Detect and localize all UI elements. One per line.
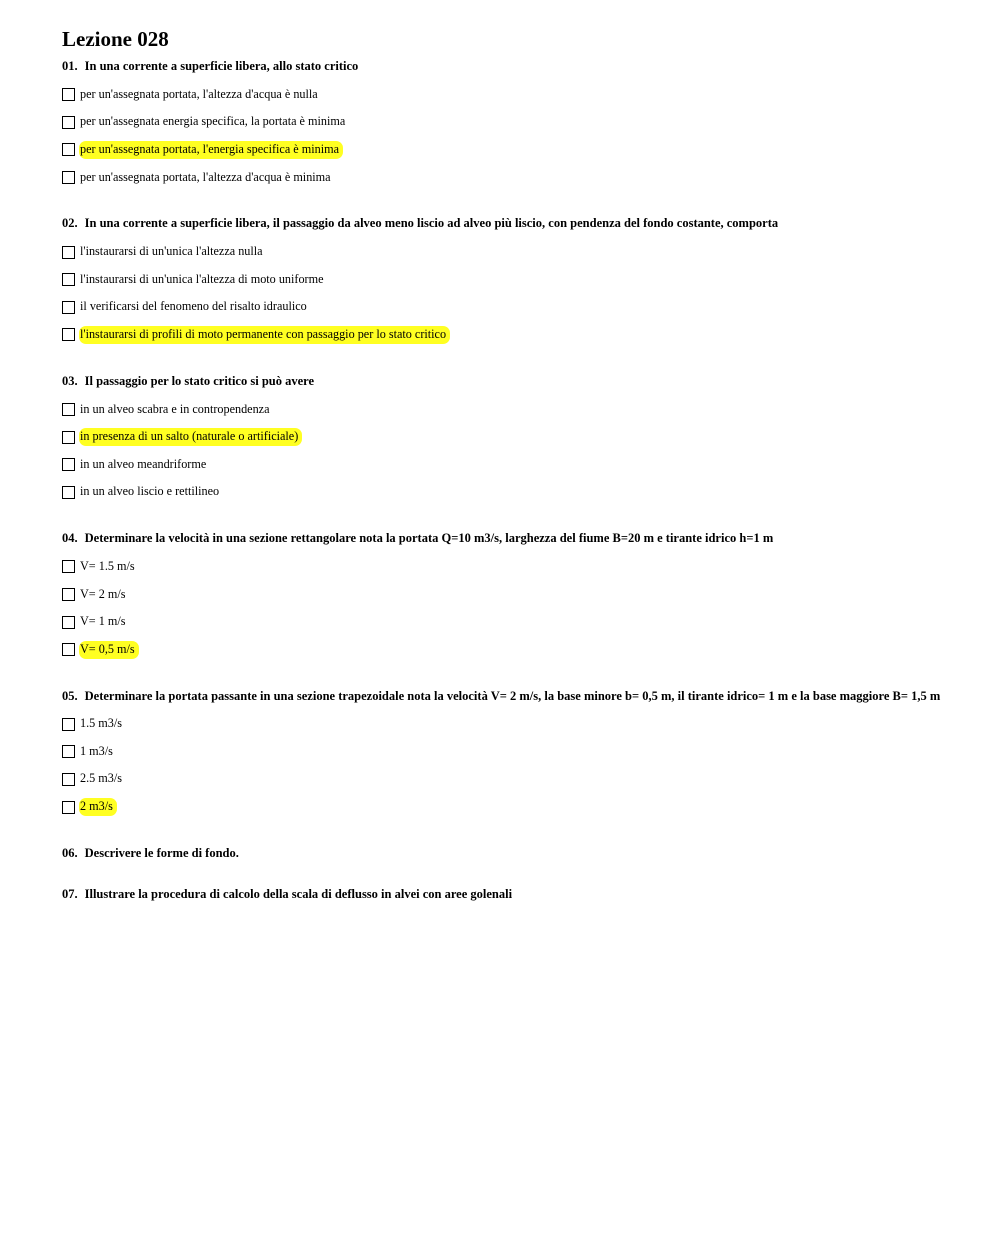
answer-text-highlighted: V= 0,5 m/s (79, 641, 139, 659)
answer-options (62, 81, 942, 191)
question-number: 04. (62, 531, 78, 546)
question-text (62, 375, 942, 388)
question-list (62, 60, 942, 901)
question-number: 05. (62, 688, 78, 703)
answer-text-highlighted: per un'assegnata portata, l'energia specifica è minima (79, 141, 343, 159)
answer-text: l'instaurarsi di un'unica l'altezza nulla (80, 244, 263, 259)
answer-option[interactable] (62, 451, 942, 479)
checkbox-icon[interactable] (62, 328, 75, 341)
question-text (62, 690, 942, 703)
question-5 (62, 690, 942, 821)
answer-text-highlighted: 2 m3/s (79, 798, 117, 816)
answer-text: V= 1.5 m/s (80, 558, 135, 573)
answer-option[interactable] (62, 479, 942, 507)
answer-option[interactable] (62, 81, 942, 109)
question-4 (62, 532, 942, 663)
question-label: Illustrare la procedura di calcolo della scala di deflusso in alvei con aree golenali (84, 886, 513, 901)
question-label: Determinare la velocità in una sezione rettangolare nota la portata Q=10 m3/s, larghezza del fiume B=20 m e tirante idrico h=1 m (84, 531, 774, 546)
answer-text: 2.5 m3/s (80, 771, 122, 786)
question-number: 07. (62, 886, 78, 901)
answer-option[interactable] (62, 396, 942, 424)
question-3 (62, 375, 942, 506)
checkbox-icon[interactable] (62, 801, 75, 814)
question-2 (62, 217, 942, 348)
document-page (62, 26, 942, 929)
checkbox-icon[interactable] (62, 246, 75, 259)
answer-options (62, 553, 942, 663)
answer-text-highlighted: in presenza di un salto (naturale o artificiale) (79, 428, 302, 446)
checkbox-icon[interactable] (62, 143, 75, 156)
answer-text: per un'assegnata energia specifica, la portata è minima (80, 114, 346, 129)
question-number: 06. (62, 845, 78, 860)
checkbox-icon[interactable] (62, 171, 75, 184)
question-6 (62, 847, 942, 860)
answer-text: 1.5 m3/s (80, 716, 122, 731)
question-number: 02. (62, 216, 78, 231)
question-7 (62, 888, 942, 901)
question-label: Descrivere le forme di fondo. (84, 845, 239, 860)
question-text (62, 888, 942, 901)
answer-option[interactable] (62, 766, 942, 794)
answer-option[interactable] (62, 136, 942, 164)
answer-option[interactable] (62, 294, 942, 322)
answer-text: il verificarsi del fenomeno del risalto idraulico (80, 299, 307, 314)
answer-text: per un'assegnata portata, l'altezza d'acqua è minima (80, 169, 331, 184)
answer-options (62, 238, 942, 348)
answer-text: l'instaurarsi di un'unica l'altezza di moto uniforme (80, 271, 324, 286)
question-1 (62, 60, 942, 191)
question-text (62, 532, 942, 545)
answer-option[interactable] (62, 608, 942, 636)
question-text (62, 847, 942, 860)
answer-option[interactable] (62, 238, 942, 266)
answer-text: in un alveo meandriforme (80, 456, 207, 471)
answer-text: in un alveo liscio e rettilineo (80, 484, 220, 499)
answer-option[interactable] (62, 423, 942, 451)
question-label: Il passaggio per lo stato critico si può avere (84, 373, 315, 388)
answer-option[interactable] (62, 321, 942, 349)
checkbox-icon[interactable] (62, 773, 75, 786)
checkbox-icon[interactable] (62, 745, 75, 758)
question-number: 01. (62, 59, 78, 73)
answer-text: in un alveo scabra e in contropendenza (80, 401, 270, 416)
answer-text: V= 1 m/s (80, 614, 126, 629)
checkbox-icon[interactable] (62, 588, 75, 601)
checkbox-icon[interactable] (62, 616, 75, 629)
checkbox-icon[interactable] (62, 458, 75, 471)
answer-options (62, 711, 942, 821)
checkbox-icon[interactable] (62, 403, 75, 416)
answer-text: per un'assegnata portata, l'altezza d'acqua è nulla (80, 86, 318, 101)
answer-option[interactable] (62, 164, 942, 192)
answer-option[interactable] (62, 109, 942, 137)
checkbox-icon[interactable] (62, 718, 75, 731)
checkbox-icon[interactable] (62, 301, 75, 314)
question-text (62, 217, 942, 230)
checkbox-icon[interactable] (62, 431, 75, 444)
question-number: 03. (62, 373, 78, 388)
checkbox-icon[interactable] (62, 116, 75, 129)
answer-text: V= 2 m/s (80, 586, 126, 601)
answer-option[interactable] (62, 793, 942, 821)
answer-option[interactable] (62, 636, 942, 664)
question-label: Determinare la portata passante in una sezione trapezoidale nota la velocità V= 2 m/s, la base minore b= 0,5 m, il tirante idrico= 1 m e la base maggiore B= 1,5 m (84, 688, 941, 703)
checkbox-icon[interactable] (62, 88, 75, 101)
answer-options (62, 396, 942, 506)
question-label: In una corrente a superficie libera, allo stato critico (84, 59, 359, 73)
checkbox-icon[interactable] (62, 486, 75, 499)
checkbox-icon[interactable] (62, 643, 75, 656)
answer-option[interactable] (62, 711, 942, 739)
question-text (62, 60, 942, 73)
question-label: In una corrente a superficie libera, il passaggio da alveo meno liscio ad alveo più liscio, con pendenza del fondo costante, comporta (84, 216, 779, 231)
checkbox-icon[interactable] (62, 560, 75, 573)
answer-option[interactable] (62, 738, 942, 766)
answer-option[interactable] (62, 266, 942, 294)
answer-option[interactable] (62, 553, 942, 581)
answer-text: 1 m3/s (80, 743, 113, 758)
checkbox-icon[interactable] (62, 273, 75, 286)
answer-text-highlighted: l'instaurarsi di profili di moto permanente con passaggio per lo stato critico (79, 326, 450, 344)
answer-option[interactable] (62, 581, 942, 609)
page-title: Lezione 028 (62, 27, 169, 51)
